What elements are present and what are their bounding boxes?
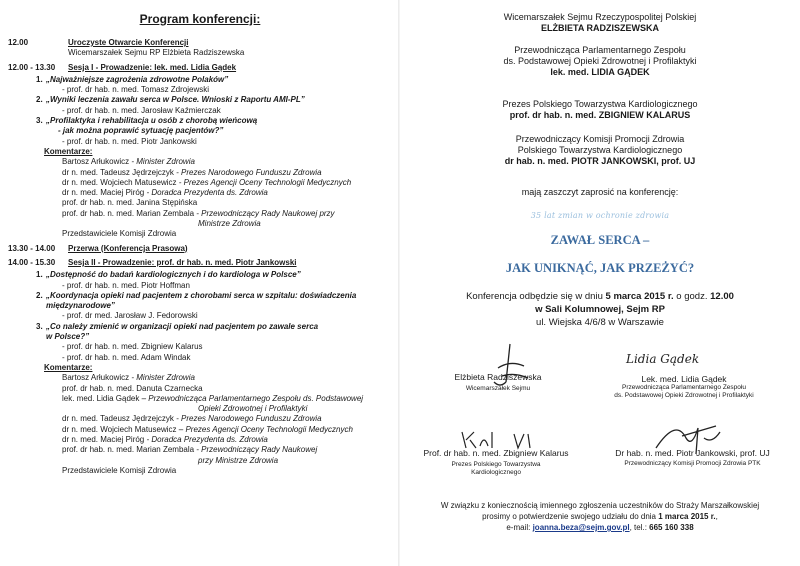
talk-title: „Profilaktyka i rehabilitacja u osób z chorobą wieńcową	[46, 116, 258, 126]
signer-name: Lek. med. Lidia Gądek	[641, 374, 727, 384]
agenda-break	[8, 244, 394, 254]
agenda-title: Przerwa (Konferencja Prasowa)	[68, 243, 188, 253]
talk-speaker: - prof. dr hab. n. med. Zbigniew Kalarus	[62, 342, 203, 352]
comment-item	[8, 466, 394, 476]
signer-role: Przewodniczący Komisji Promocji Zdrowia PTK	[624, 460, 761, 467]
agenda-time: 12.00	[8, 38, 29, 47]
talk-title-cont	[8, 126, 394, 136]
commenter-role-cont: Ministrze Zdrowia	[198, 219, 261, 229]
tel-label: , tel.:	[629, 523, 650, 532]
commenter-role: - Przewodniczący Rady Naukowej	[194, 445, 318, 455]
host-role: Przewodniczący Komisji Promocji Zdrowia	[515, 134, 685, 144]
venue-text: o godz.	[673, 291, 711, 302]
session-1-talks	[8, 75, 394, 147]
talk-title: „Co należy zmienić w organizacji opieki nad pacjentem po zawale serca	[46, 321, 319, 331]
talk-item	[8, 291, 394, 301]
agenda-title: Sesja I - Prowadzenie: lek. med. Lidia Gądek	[68, 62, 237, 72]
commenter-name: dr n. med. Maciej Piróg	[62, 434, 145, 444]
talk-number: 2.	[36, 95, 43, 105]
agenda-time: 13.30 - 14.00	[8, 243, 56, 253]
comments-label: Komentarze:	[44, 362, 93, 372]
talk-title: „Dostępność do badań kardiologicznych i do kardiologa w Polsce”	[46, 270, 301, 280]
agenda-time: 12.00 - 13.30	[8, 62, 56, 72]
host-name: prof. dr hab. n. med. ZBIGNIEW KALARUS	[509, 110, 691, 120]
talk-title-cont	[8, 301, 394, 311]
agenda-speaker: Wicemarszałek Sejmu RP Elżbieta Radziszewska	[68, 48, 245, 58]
talk-speaker: - prof. dr hab. n. med. Piotr Jankowski	[62, 136, 197, 146]
email-label: e-mail:	[506, 523, 533, 532]
talk-title: - jak można poprawić sytuację pacjentów?”	[58, 126, 224, 136]
commenter-role: - Doradca Prezydenta ds. Zdrowia	[144, 434, 268, 444]
handwritten-signature-lidia: Lidia Gądek	[626, 352, 700, 366]
comment-item	[8, 384, 394, 394]
venue-date-line	[400, 290, 800, 303]
comment-item	[8, 168, 394, 178]
talk-item	[8, 95, 394, 105]
commenter-role: - Minister Zdrowia	[129, 157, 195, 167]
footer-text: ,	[715, 512, 718, 521]
commenter-role: - Prezes Narodowego Funduszu Zdrowia	[173, 414, 322, 424]
commenter-name: prof. dr hab. n. med. Marian Zembala	[62, 445, 195, 455]
talk-item	[8, 270, 394, 280]
session-2-comments	[8, 373, 394, 476]
footer-line: W związku z koniecznością imiennego zgłoszenia uczestników do Straży Marszałkowskiej	[440, 501, 760, 510]
commenter-name: lek. med. Lidia Gądek	[62, 393, 140, 403]
venue-time: 12.00	[710, 291, 734, 302]
invitation-page	[400, 0, 800, 566]
host-name: dr hab. n. med. PIOTR JANKOWSKI, prof. UJ	[504, 156, 696, 166]
host-3	[400, 99, 800, 121]
session-1-comments	[8, 157, 394, 239]
conference-title-line-2: JAK UNIKNĄĆ, JAK PRZEŻYĆ?	[505, 261, 695, 275]
signer-role: Przewodnicząca Parlamentarnego Zespołu	[622, 384, 746, 391]
signer-role: Wicemarszałek Sejmu	[465, 385, 531, 392]
commenter-role: - Prezes Narodowego Funduszu Zdrowia	[173, 167, 322, 177]
agenda-title: Sesja II - Prowadzenie: prof. dr hab. n. med. Piotr Jankowski	[68, 257, 297, 267]
host-4	[400, 134, 800, 167]
commenter-name: prof. dr hab. n. med. Danuta Czarnecka	[62, 383, 203, 393]
host-1	[400, 12, 800, 34]
talk-title: „Wyniki leczenia zawału serca w Polsce. Wnioski z Raportu AMI-PL”	[46, 95, 305, 105]
host-role: Prezes Polskiego Towarzystwa Kardiologicznego	[502, 99, 698, 109]
comment-item	[8, 157, 394, 167]
commenter-name: dr n. med. Wojciech Matusewicz	[62, 177, 177, 187]
comment-item	[8, 178, 394, 188]
host-name: ELŻBIETA RADZISZEWSKA	[541, 23, 659, 33]
conference-title-line-1: ZAWAŁ SERCA –	[550, 233, 650, 247]
commenter-role-cont: przy Ministrze Zdrowia	[198, 455, 279, 465]
talk-number: 3.	[36, 321, 43, 331]
comment-item	[8, 198, 394, 208]
footer-line	[400, 511, 800, 522]
commenter-role: - Doradca Prezydenta ds. Zdrowia	[144, 188, 268, 198]
program-list	[8, 38, 394, 476]
commenter-name: Przedstawiciele Komisji Zdrowia	[62, 465, 177, 475]
commenter-name: dr n. med. Wojciech Matusewicz	[62, 424, 177, 434]
comment-item	[8, 425, 394, 435]
talk-speaker: - prof. dr hab. n. med. Piotr Hoffman	[62, 280, 190, 290]
commenter-name: Przedstawiciele Komisji Zdrowia	[62, 229, 177, 239]
commenter-name: dr n. med. Tadeusz Jędrzejczyk	[62, 414, 174, 424]
talk-item	[8, 75, 394, 85]
program-title: Program konferencji:	[139, 12, 261, 26]
comment-item	[8, 188, 394, 198]
agenda-session-1	[8, 63, 394, 73]
comment-item	[8, 209, 394, 219]
host-role: Polskiego Towarzystwa Kardiologicznego	[517, 145, 683, 155]
talk-number: 1.	[36, 74, 43, 84]
host-2	[400, 45, 800, 78]
registration-footer	[400, 500, 800, 533]
commenter-name: Bartosz Arłukowicz	[62, 157, 130, 167]
talk-title: międzynarodowe”	[46, 301, 115, 311]
conference-motto: 35 lat zmian w ochronie zdrowia	[530, 211, 670, 220]
talk-title: „Koordynacja opieki nad pacjentem z chorobami serca w szpitalu: doświadczenia	[46, 290, 357, 300]
agenda-session-2	[8, 258, 394, 268]
commenter-name: prof. dr hab. n. med. Janina Stępińska	[62, 198, 198, 208]
talk-speaker: - prof. dr hab. n. med. Tomasz Zdrojewski	[62, 85, 210, 95]
signer-name: Prof. dr hab. n. med. Zbigniew Kalarus	[423, 448, 569, 458]
comment-item	[8, 229, 394, 239]
phone-number: 665 160 338	[649, 523, 694, 532]
commenter-role: - Przewodniczący Rady Naukowej przy	[194, 208, 335, 218]
footer-text: prosimy o potwierdzenie swojego udziału do dnia	[482, 512, 659, 521]
venue-hall: w Sali Kolumnowej, Sejm RP	[535, 304, 665, 315]
invite-text: mają zaszczyt zaprosić na konferencję:	[521, 187, 679, 197]
talk-title: w Polsce?”	[46, 332, 90, 342]
talk-item	[8, 116, 394, 126]
email-link[interactable]: joanna.beza@sejm.gov.pl	[532, 523, 630, 532]
footer-contact	[400, 522, 800, 533]
commenter-role: – Przewodnicząca Parlamentarnego Zespołu ds. Podstawowej	[139, 393, 364, 403]
comment-item	[8, 373, 394, 383]
talk-number: 3.	[36, 116, 43, 126]
talk-number: 2.	[36, 290, 43, 300]
agenda-opening	[8, 38, 394, 48]
signature-block-4	[590, 418, 795, 478]
agenda-title: Uroczyste Otwarcie Konferencji	[68, 38, 189, 47]
commenter-role: - Prezes Agencji Oceny Technologii Medycznych	[176, 177, 352, 187]
agenda-time: 14.00 - 15.30	[8, 257, 56, 267]
host-name: lek. med. LIDIA GĄDEK	[550, 67, 650, 77]
footer-deadline: 1 marca 2015 r.	[658, 512, 716, 521]
talk-speaker: - prof. dr hab. n. med. Adam Windak	[62, 352, 191, 362]
commenter-name: dr n. med. Tadeusz Jędrzejczyk	[62, 167, 174, 177]
comment-item	[8, 435, 394, 445]
talk-item	[8, 322, 394, 332]
signer-name: Dr hab. n. med. Piotr Jankowski, prof. UJ	[615, 448, 770, 458]
comment-item	[8, 394, 394, 404]
commenter-name: Bartosz Arłukowicz	[62, 373, 130, 383]
signer-role: Prezes Polskiego Towarzystwa	[451, 461, 541, 468]
venue-text: Konferencja odbędzie się w dniu	[466, 291, 606, 302]
talk-speaker: - prof. dr med. Jarosław J. Fedorowski	[62, 311, 198, 321]
comments-label: Komentarze:	[44, 146, 93, 156]
venue-date: 5 marca 2015 r.	[605, 291, 674, 302]
commenter-name: dr n. med. Maciej Piróg	[62, 188, 145, 198]
host-role: ds. Podstawowej Opieki Zdrowotnej i Profilaktyki	[503, 56, 697, 66]
session-2-talks	[8, 270, 394, 363]
signer-name: Elżbieta Radziszewska	[454, 372, 542, 382]
signer-role: Kardiologicznego	[471, 469, 521, 476]
signature-block-1	[428, 342, 568, 402]
commenter-role-cont: Opieki Zdrowotnej i Profilaktyki	[198, 404, 308, 414]
comment-item	[8, 414, 394, 424]
signature-block-3	[406, 428, 586, 488]
commenter-name: prof. dr hab. n. med. Marian Zembala	[62, 208, 195, 218]
talk-speaker: - prof. dr hab. n. med. Jarosław Kaźmierczak	[62, 105, 221, 115]
venue-info	[400, 290, 800, 329]
comment-item	[8, 445, 394, 455]
commenter-role: – Prezes Agencji Oceny Technologii Medycznych	[176, 424, 353, 434]
signature-block-2	[584, 374, 784, 408]
venue-address: ul. Wiejska 4/6/8 w Warszawie	[536, 317, 664, 328]
talk-title: „Najważniejsze zagrożenia zdrowotne Polaków”	[46, 74, 229, 84]
talk-title-cont	[8, 332, 394, 342]
talk-number: 1.	[36, 270, 43, 280]
host-role: Przewodnicząca Parlamentarnego Zespołu	[514, 45, 686, 55]
host-role: Wicemarszałek Sejmu Rzeczypospolitej Polskiej	[503, 12, 697, 22]
signer-role: ds. Podstawowej Opieki Zdrowotnej i Profilaktyki	[614, 392, 754, 399]
commenter-role: - Minister Zdrowia	[129, 373, 195, 383]
